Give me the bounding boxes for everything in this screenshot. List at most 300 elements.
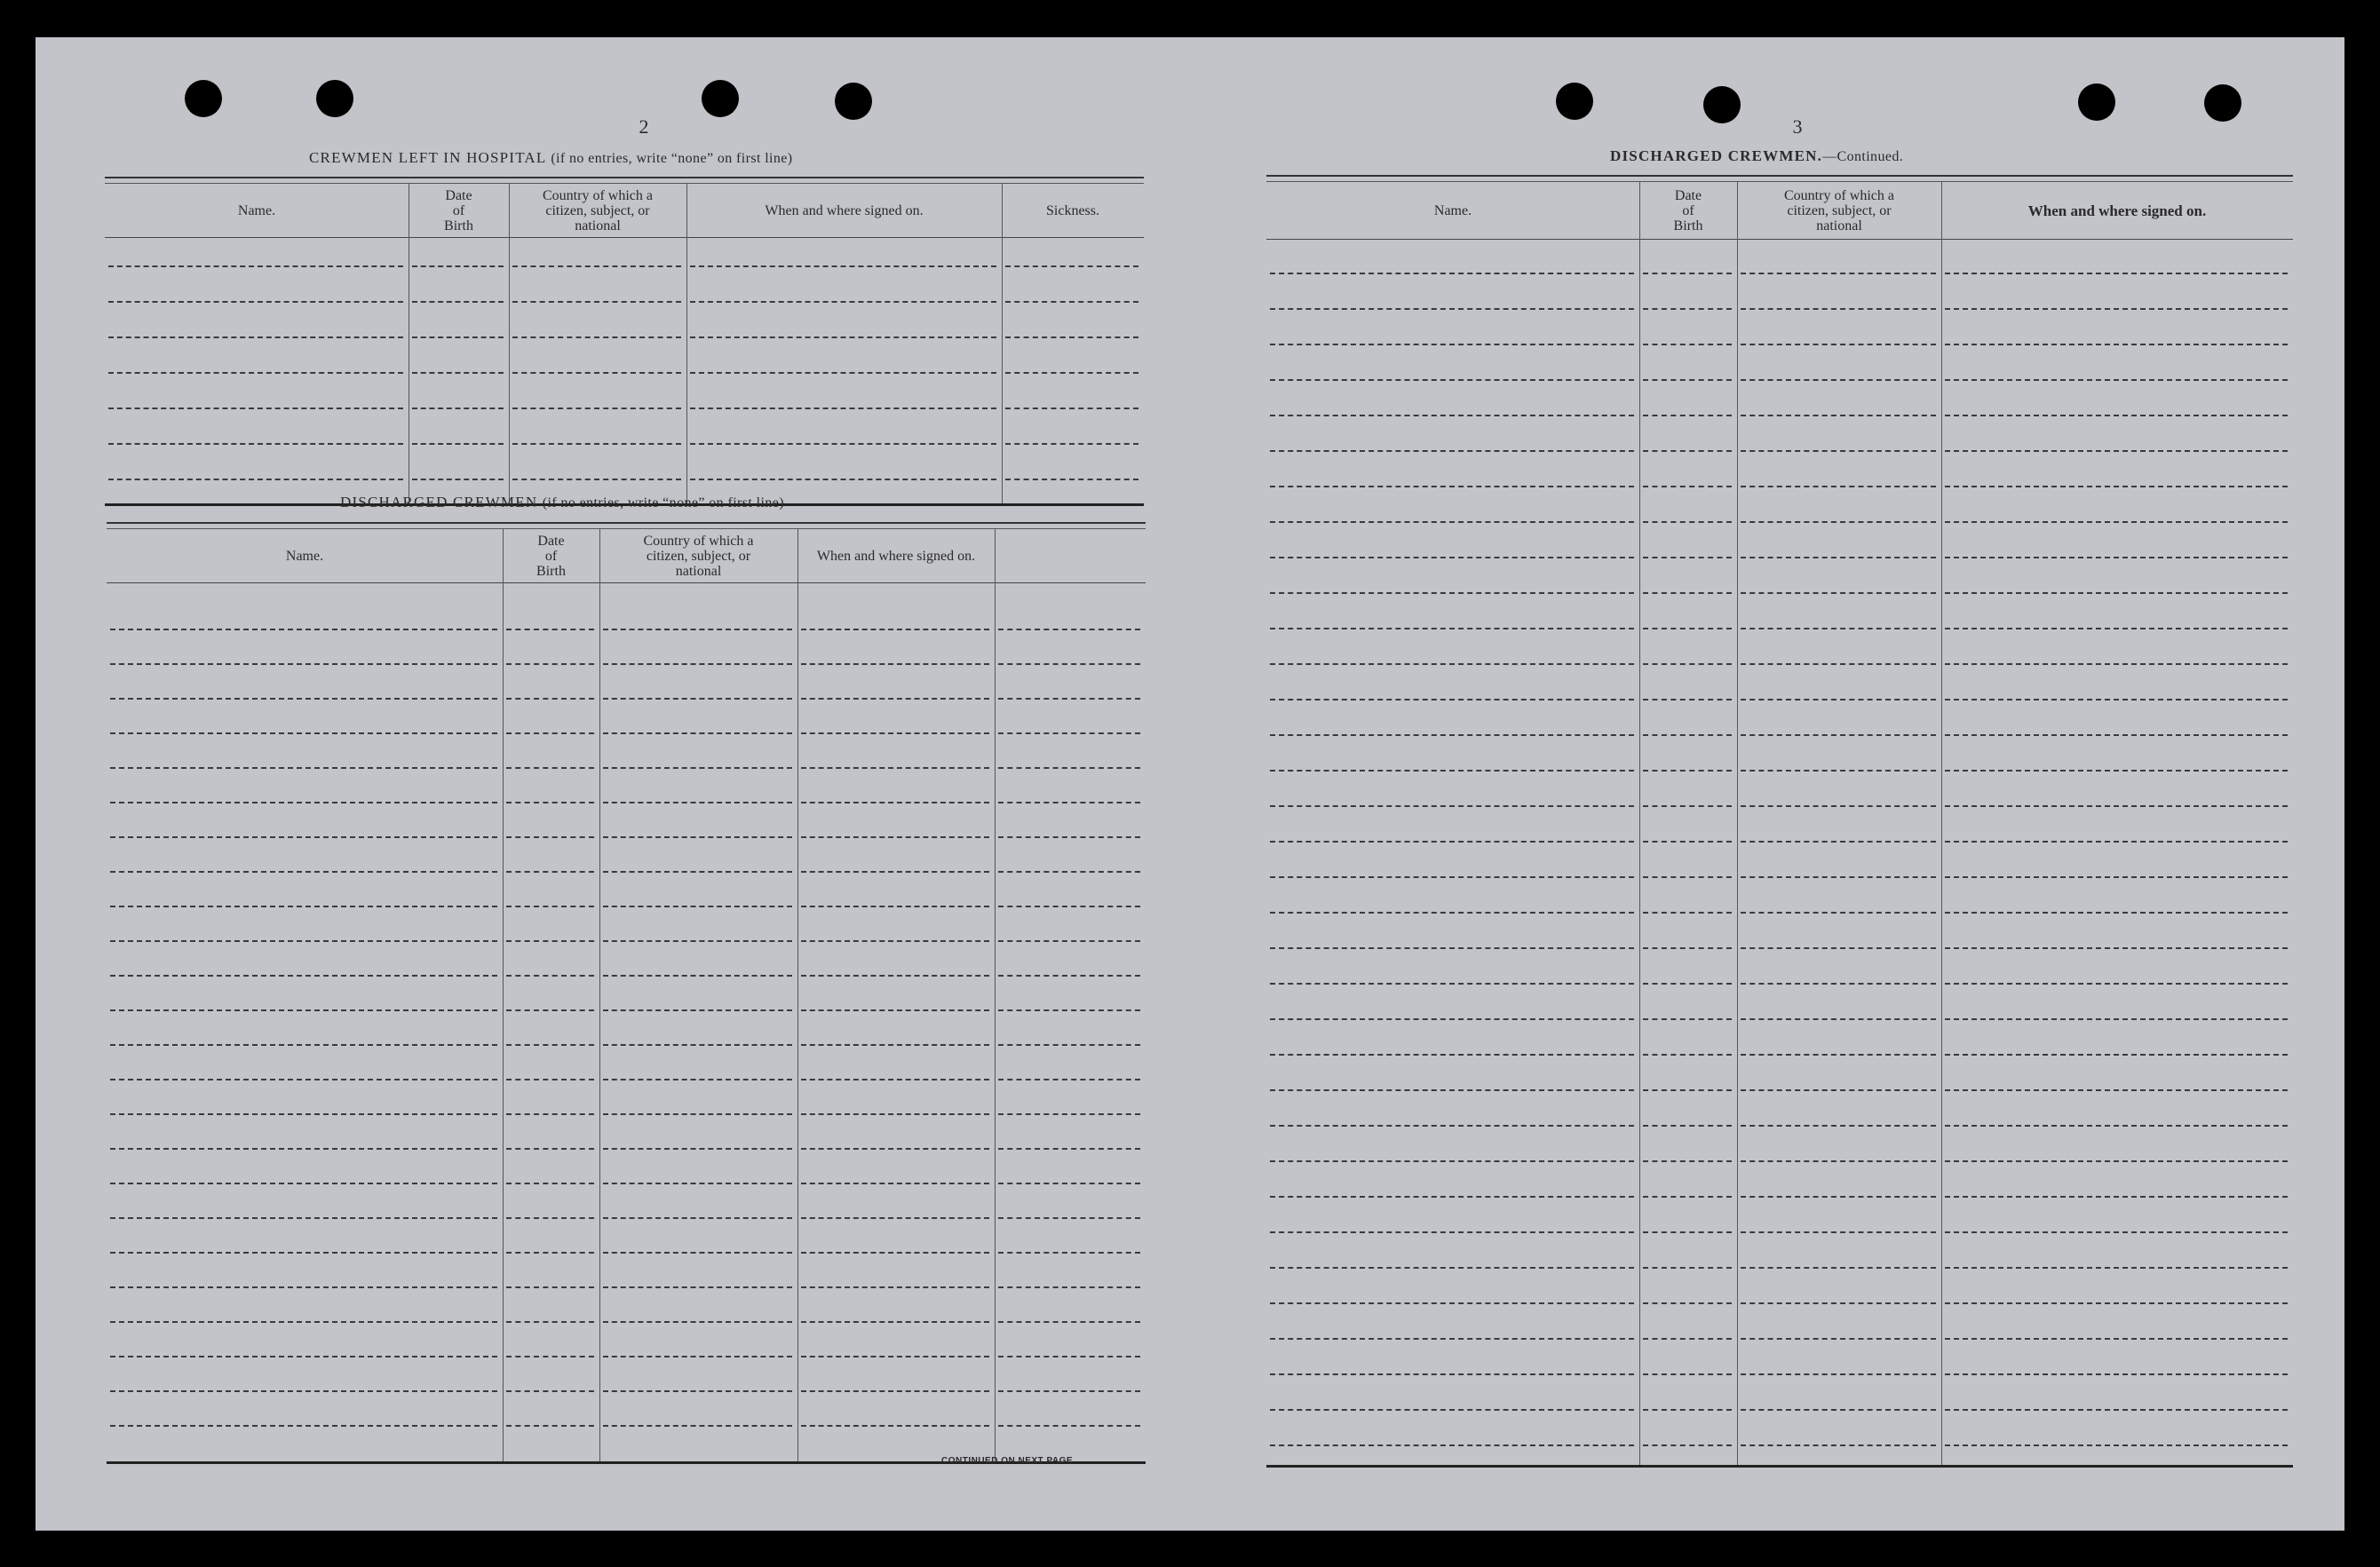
table-row-line xyxy=(1945,1302,2288,1304)
table-row-line xyxy=(506,1183,594,1184)
table-row-line xyxy=(1643,1409,1732,1411)
table-row-line xyxy=(1270,1089,1634,1091)
table-row-line xyxy=(1270,1373,1634,1375)
table-row-line xyxy=(110,767,497,769)
table-row-line xyxy=(1643,521,1732,523)
table-row-line xyxy=(110,940,497,942)
table-row-line xyxy=(998,732,1140,734)
punch-hole xyxy=(2078,83,2115,121)
column-header: When and where signed on. xyxy=(765,202,924,218)
table-top-rule xyxy=(105,177,1144,184)
table-row-line xyxy=(998,836,1140,838)
table-row-line xyxy=(1741,876,1936,878)
document-sheet xyxy=(36,37,2344,1531)
table-row-line xyxy=(1945,344,2288,345)
table-row-line xyxy=(998,1425,1140,1427)
table-row-line xyxy=(603,1009,792,1011)
table-row-line xyxy=(603,1425,792,1427)
table-row-line xyxy=(1643,1160,1732,1162)
table-row-line xyxy=(801,1079,989,1080)
table-row-line xyxy=(1643,663,1732,665)
table-row-line xyxy=(603,1217,792,1219)
column-header: Date of Birth xyxy=(444,187,473,233)
table-row-line xyxy=(690,336,996,338)
table-row-line xyxy=(1005,443,1138,445)
table-row-line xyxy=(512,336,681,338)
table-row-line xyxy=(110,1079,497,1080)
punch-hole xyxy=(1703,86,1741,123)
table-header-rule xyxy=(105,237,1144,238)
table-row-line xyxy=(998,1113,1140,1115)
table-row-line xyxy=(1945,273,2288,274)
table-row-line xyxy=(108,443,403,445)
table-row-line xyxy=(1945,592,2288,594)
table-row-line xyxy=(801,1356,989,1357)
table-row-line xyxy=(1945,450,2288,452)
table-row-line xyxy=(998,1044,1140,1046)
punch-hole xyxy=(835,83,872,120)
table-row-line xyxy=(506,1079,594,1080)
table-bottom-rule xyxy=(1266,1465,2293,1468)
table-row-line xyxy=(603,1321,792,1323)
table-row-line xyxy=(998,663,1140,665)
table-row-line xyxy=(1945,1338,2288,1340)
table-row-line xyxy=(1270,912,1634,914)
table-row-line xyxy=(801,698,989,700)
table-row-line xyxy=(1270,557,1634,558)
column-header: Name. xyxy=(285,548,324,564)
table-row-line xyxy=(1741,1444,1936,1446)
discharged-table xyxy=(107,522,1146,1463)
table-row-line xyxy=(1741,1231,1936,1233)
table-row-line xyxy=(1270,663,1634,665)
table-row-line xyxy=(512,301,681,303)
table-row-line xyxy=(603,732,792,734)
hospital-section-title xyxy=(309,149,793,167)
table-row-line xyxy=(1945,521,2288,523)
table-row-line xyxy=(1643,805,1732,807)
table-row-line xyxy=(1643,1196,1732,1198)
page-number-right: 3 xyxy=(1792,115,1803,138)
table-row-line xyxy=(1945,379,2288,381)
column-divider xyxy=(503,529,504,1461)
table-row-line xyxy=(801,940,989,942)
table-row-line xyxy=(603,698,792,700)
table-row-line xyxy=(603,767,792,769)
table-row-line xyxy=(110,663,497,665)
table-row-line xyxy=(998,1286,1140,1288)
table-row-line xyxy=(506,975,594,977)
table-row-line xyxy=(603,802,792,803)
table-row-line xyxy=(1643,699,1732,700)
table-row-line xyxy=(1643,1018,1732,1020)
table-row-line xyxy=(1643,628,1732,629)
table-row-line xyxy=(801,663,989,665)
table-row-line xyxy=(1270,699,1634,700)
table-row-line xyxy=(1945,912,2288,914)
punch-hole xyxy=(185,80,222,117)
table-row-line xyxy=(1643,486,1732,487)
table-row-line xyxy=(1005,301,1138,303)
column-header: When and where signed on. xyxy=(2027,202,2207,219)
table-row-line xyxy=(1643,1267,1732,1269)
table-row-line xyxy=(1741,770,1936,772)
table-row-line xyxy=(603,663,792,665)
table-row-line xyxy=(1945,663,2288,665)
column-divider xyxy=(995,529,996,1461)
table-row-line xyxy=(690,265,996,267)
table-row-line xyxy=(1643,983,1732,985)
table-row-line xyxy=(801,836,989,838)
table-row-line xyxy=(412,408,504,409)
table-row-line xyxy=(1945,1196,2288,1198)
table-row-line xyxy=(1945,1160,2288,1162)
table-row-line xyxy=(1270,1160,1634,1162)
table-row-line xyxy=(603,1286,792,1288)
table-row-line xyxy=(1005,479,1138,480)
table-row-line xyxy=(108,301,403,303)
table-row-line xyxy=(1741,557,1936,558)
table-row-line xyxy=(512,443,681,445)
column-divider xyxy=(1941,182,1942,1465)
table-row-line xyxy=(1270,1018,1634,1020)
table-row-line xyxy=(1270,415,1634,416)
table-row-line xyxy=(1945,1018,2288,1020)
punch-hole xyxy=(702,80,739,117)
table-row-line xyxy=(1741,450,1936,452)
table-row-line xyxy=(998,871,1140,873)
table-row-line xyxy=(1270,1338,1634,1340)
table-row-line xyxy=(801,1286,989,1288)
table-row-line xyxy=(801,871,989,873)
table-row-line xyxy=(412,372,504,374)
table-row-line xyxy=(603,1390,792,1392)
table-row-line xyxy=(108,372,403,374)
table-row-line xyxy=(1945,1054,2288,1056)
table-row-line xyxy=(801,629,989,630)
table-row-line xyxy=(1741,344,1936,345)
table-row-line xyxy=(1643,770,1732,772)
table-row-line xyxy=(506,1286,594,1288)
table-row-line xyxy=(1270,841,1634,843)
table-row-line xyxy=(1005,265,1138,267)
table-row-line xyxy=(801,732,989,734)
table-row-line xyxy=(1945,699,2288,700)
table-row-line xyxy=(110,629,497,630)
table-row-line xyxy=(801,1044,989,1046)
table-row-line xyxy=(1741,1338,1936,1340)
table-row-line xyxy=(998,1079,1140,1080)
table-row-line xyxy=(998,767,1140,769)
column-header: Date of Birth xyxy=(536,533,566,579)
table-row-line xyxy=(412,479,504,480)
table-row-line xyxy=(1643,592,1732,594)
table-row-line xyxy=(1945,628,2288,629)
discharged-continued-text: DISCHARGED CREWMEN. xyxy=(1610,147,1823,164)
table-row-line xyxy=(1741,699,1936,700)
table-row-line xyxy=(801,975,989,977)
table-row-line xyxy=(1741,1409,1936,1411)
table-row-line xyxy=(998,906,1140,907)
table-row-line xyxy=(506,1113,594,1115)
table-row-line xyxy=(690,443,996,445)
table-row-line xyxy=(1945,734,2288,736)
table-row-line xyxy=(801,906,989,907)
table-row-line xyxy=(1270,1267,1634,1269)
column-divider xyxy=(1639,182,1640,1465)
table-row-line xyxy=(1643,912,1732,914)
table-row-line xyxy=(801,1217,989,1219)
table-row-line xyxy=(603,836,792,838)
table-row-line xyxy=(1945,805,2288,807)
table-row-line xyxy=(1945,1267,2288,1269)
table-row-line xyxy=(110,1183,497,1184)
table-row-line xyxy=(1643,1302,1732,1304)
table-row-line xyxy=(1741,273,1936,274)
table-row-line xyxy=(603,1113,792,1115)
table-row-line xyxy=(1270,344,1634,345)
table-row-line xyxy=(1741,628,1936,629)
table-row-line xyxy=(1945,1373,2288,1375)
continued-footer: CONTINUED ON NEXT PAGE. xyxy=(941,1456,1076,1466)
discharged-continued-title xyxy=(1610,147,1903,165)
table-row-line xyxy=(110,1148,497,1150)
column-header: Country of which a citizen, subject, or national xyxy=(643,533,754,579)
table-row-line xyxy=(512,372,681,374)
punch-hole xyxy=(316,80,353,117)
table-row-line xyxy=(998,1356,1140,1357)
table-row-line xyxy=(998,802,1140,803)
table-row-line xyxy=(506,1009,594,1011)
table-row-line xyxy=(110,836,497,838)
table-row-line xyxy=(1945,983,2288,985)
table-row-line xyxy=(1270,1302,1634,1304)
table-row-line xyxy=(1270,308,1634,310)
column-header: When and where signed on. xyxy=(816,548,976,564)
table-row-line xyxy=(1741,1196,1936,1198)
table-row-line xyxy=(1270,486,1634,487)
table-row-line xyxy=(1643,344,1732,345)
table-row-line xyxy=(801,1113,989,1115)
table-row-line xyxy=(603,906,792,907)
punch-hole xyxy=(1556,83,1593,120)
table-row-line xyxy=(1005,336,1138,338)
column-header: Name. xyxy=(1433,202,1472,218)
table-row-line xyxy=(1643,1089,1732,1091)
table-row-line xyxy=(512,265,681,267)
table-row-line xyxy=(690,408,996,409)
column-divider xyxy=(599,529,600,1461)
table-row-line xyxy=(506,871,594,873)
column-header: Date of Birth xyxy=(1673,187,1703,233)
table-row-line xyxy=(110,732,497,734)
table-row-line xyxy=(1741,663,1936,665)
table-row-line xyxy=(1741,1089,1936,1091)
table-row-line xyxy=(1005,408,1138,409)
table-row-line xyxy=(801,802,989,803)
table-row-line xyxy=(1643,450,1732,452)
table-row-line xyxy=(1270,947,1634,949)
table-row-line xyxy=(506,663,594,665)
table-row-line xyxy=(108,336,403,338)
punch-hole xyxy=(2204,84,2241,122)
table-row-line xyxy=(1270,628,1634,629)
table-row-line xyxy=(1270,876,1634,878)
table-row-line xyxy=(603,1356,792,1357)
table-row-line xyxy=(506,1217,594,1219)
discharged-instruction: (if no entries, write “none” on first line) xyxy=(542,495,784,510)
table-row-line xyxy=(1270,1196,1634,1198)
table-row-line xyxy=(998,1148,1140,1150)
table-row-line xyxy=(506,802,594,803)
table-row-line xyxy=(110,1252,497,1254)
table-row-line xyxy=(1741,308,1936,310)
table-row-line xyxy=(506,1390,594,1392)
table-row-line xyxy=(1643,1338,1732,1340)
table-row-line xyxy=(1643,1054,1732,1056)
table-row-line xyxy=(603,1044,792,1046)
table-row-line xyxy=(1945,308,2288,310)
table-row-line xyxy=(110,871,497,873)
table-row-line xyxy=(1643,273,1732,274)
table-row-line xyxy=(1741,486,1936,487)
table-row-line xyxy=(506,1044,594,1046)
table-row-line xyxy=(412,336,504,338)
table-row-line xyxy=(1741,947,1936,949)
table-row-line xyxy=(108,479,403,480)
table-row-line xyxy=(1945,1125,2288,1127)
table-row-line xyxy=(1945,1089,2288,1091)
table-row-line xyxy=(1741,1373,1936,1375)
table-top-rule xyxy=(107,522,1146,529)
table-row-line xyxy=(1945,415,2288,416)
table-row-line xyxy=(1270,734,1634,736)
table-row-line xyxy=(1643,308,1732,310)
column-header: Sickness. xyxy=(1046,202,1099,218)
hospital-table xyxy=(105,177,1144,505)
table-row-line xyxy=(506,732,594,734)
table-row-line xyxy=(1270,1125,1634,1127)
table-row-line xyxy=(1643,1231,1732,1233)
table-row-line xyxy=(506,1148,594,1150)
table-row-line xyxy=(690,372,996,374)
table-row-line xyxy=(1741,1125,1936,1127)
table-row-line xyxy=(1270,805,1634,807)
table-row-line xyxy=(690,301,996,303)
hospital-title-text: CREWMEN LEFT IN HOSPITAL xyxy=(309,149,546,166)
table-row-line xyxy=(1945,1231,2288,1233)
table-row-line xyxy=(1741,592,1936,594)
table-row-line xyxy=(506,1425,594,1427)
table-row-line xyxy=(110,1286,497,1288)
table-row-line xyxy=(1945,557,2288,558)
table-row-line xyxy=(1643,557,1732,558)
table-row-line xyxy=(1270,1231,1634,1233)
table-row-line xyxy=(110,1356,497,1357)
table-row-line xyxy=(998,698,1140,700)
table-row-line xyxy=(506,698,594,700)
table-row-line xyxy=(1270,273,1634,274)
table-row-line xyxy=(1643,876,1732,878)
table-row-line xyxy=(1643,1444,1732,1446)
table-row-line xyxy=(110,1217,497,1219)
table-row-line xyxy=(512,479,681,480)
table-row-line xyxy=(110,1113,497,1115)
table-row-line xyxy=(412,301,504,303)
table-row-line xyxy=(801,1321,989,1323)
table-row-line xyxy=(998,1390,1140,1392)
table-row-line xyxy=(998,1252,1140,1254)
table-row-line xyxy=(512,408,681,409)
table-row-line xyxy=(603,1148,792,1150)
table-row-line xyxy=(506,836,594,838)
table-row-line xyxy=(1005,372,1138,374)
table-row-line xyxy=(506,629,594,630)
table-row-line xyxy=(506,906,594,907)
table-row-line xyxy=(998,940,1140,942)
table-row-line xyxy=(1945,947,2288,949)
table-row-line xyxy=(1741,1018,1936,1020)
table-row-line xyxy=(1945,1409,2288,1411)
table-row-line xyxy=(1945,770,2288,772)
table-row-line xyxy=(1741,983,1936,985)
table-row-line xyxy=(801,1148,989,1150)
table-row-line xyxy=(1741,734,1936,736)
table-row-line xyxy=(108,265,403,267)
discharged-section-title xyxy=(340,494,784,511)
table-row-line xyxy=(1741,415,1936,416)
table-row-line xyxy=(506,940,594,942)
table-row-line xyxy=(1741,521,1936,523)
table-row-line xyxy=(690,479,996,480)
table-row-line xyxy=(506,1252,594,1254)
table-row-line xyxy=(110,1390,497,1392)
table-row-line xyxy=(1643,734,1732,736)
discharged-continued-table xyxy=(1266,175,2293,1467)
table-row-line xyxy=(110,1321,497,1323)
table-row-line xyxy=(1741,805,1936,807)
table-row-line xyxy=(801,1390,989,1392)
table-row-line xyxy=(110,1009,497,1011)
table-row-line xyxy=(603,871,792,873)
table-row-line xyxy=(1741,841,1936,843)
table-row-line xyxy=(603,975,792,977)
column-divider xyxy=(1737,182,1738,1465)
table-row-line xyxy=(1741,912,1936,914)
table-row-line xyxy=(1945,486,2288,487)
table-row-line xyxy=(110,906,497,907)
table-row-line xyxy=(603,1079,792,1080)
table-row-line xyxy=(1643,1125,1732,1127)
table-row-line xyxy=(1643,947,1732,949)
table-row-line xyxy=(506,1356,594,1357)
hospital-instruction: (if no entries, write “none” on first line) xyxy=(551,151,793,166)
table-row-line xyxy=(998,975,1140,977)
table-row-line xyxy=(1945,841,2288,843)
page-number-left: 2 xyxy=(639,115,649,138)
table-row-line xyxy=(801,1425,989,1427)
table-row-line xyxy=(801,1183,989,1184)
table-row-line xyxy=(110,1425,497,1427)
table-row-line xyxy=(1643,379,1732,381)
table-row-line xyxy=(412,265,504,267)
table-row-line xyxy=(1270,379,1634,381)
table-row-line xyxy=(1270,592,1634,594)
table-row-line xyxy=(998,1183,1140,1184)
table-row-line xyxy=(801,1009,989,1011)
table-row-line xyxy=(1270,1444,1634,1446)
table-row-line xyxy=(1270,770,1634,772)
